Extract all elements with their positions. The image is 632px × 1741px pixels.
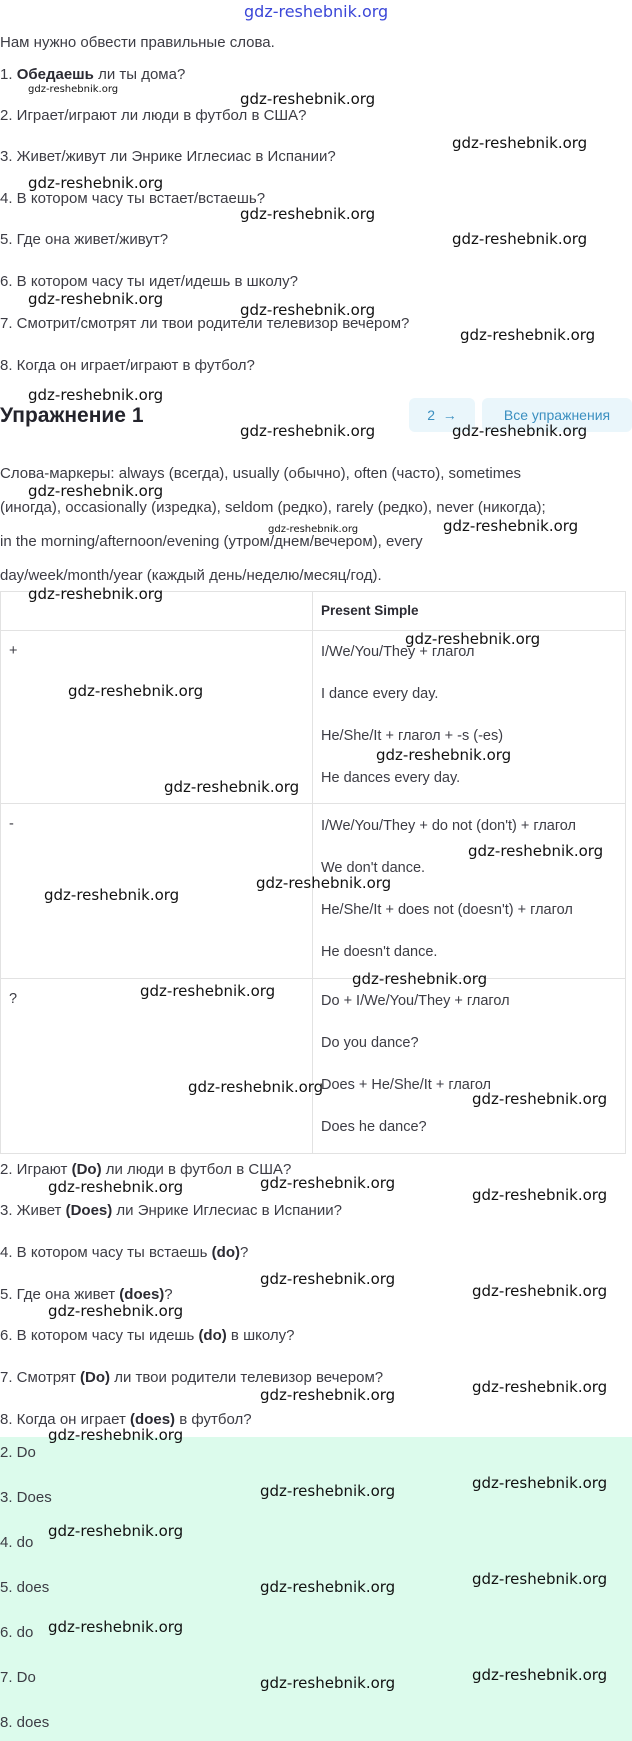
watermark: gdz-reshebnik.org (472, 1474, 608, 1492)
answer-line-2 (0, 1161, 291, 1179)
watermark: gdz-reshebnik.org (472, 1186, 608, 1204)
short-answer: 7. Do (0, 1669, 36, 1686)
watermark: gdz-reshebnik.org (240, 301, 376, 319)
answer-post: ? (164, 1286, 173, 1303)
watermark: gdz-reshebnik.org (405, 630, 541, 648)
task-rest: ли ты дома? (93, 66, 186, 83)
markers-line-4: day/week/month/year (каждый день/неделю/месяц/год). (0, 567, 382, 584)
short-answer: 5. does (0, 1579, 50, 1596)
watermark: gdz-reshebnik.org (28, 174, 164, 192)
watermark: gdz-reshebnik.org (240, 422, 376, 440)
watermark: gdz-reshebnik.org (28, 84, 119, 95)
answer-bold: (Does) (65, 1202, 113, 1219)
next-exercise-label: 2 (427, 407, 435, 423)
answer-post: в школу? (226, 1327, 295, 1344)
rule-line: He/She/It + глагол + -s (-es) (321, 728, 504, 744)
watermark: gdz-reshebnik.org (28, 386, 164, 404)
task-line-6: 6. В котором часу ты идет/идешь в школу? (0, 273, 298, 290)
short-answer: 6. do (0, 1624, 34, 1641)
watermark: gdz-reshebnik.org (472, 1090, 608, 1108)
answer-bold: (do) (198, 1327, 227, 1344)
arrow-right-icon: → (442, 407, 457, 423)
watermark: gdz-reshebnik.org (452, 230, 588, 248)
answer-pre: 4. В котором часу ты встаешь (0, 1244, 212, 1261)
watermark: gdz-reshebnik.org (256, 874, 392, 892)
sign-plus: + (9, 643, 18, 659)
watermark: gdz-reshebnik.org (240, 90, 376, 108)
site-header-link[interactable]: gdz-reshebnik.org (244, 2, 389, 21)
answer-pre: 5. Где она живет (0, 1286, 120, 1303)
task-num: 1. (0, 66, 13, 83)
task-line-7: 7. Смотрит/смотрят ли твои родители телевизор вечером? (0, 315, 410, 332)
watermark: gdz-reshebnik.org (28, 482, 164, 500)
present-simple-table (0, 591, 626, 1154)
short-answer: 4. do (0, 1534, 34, 1551)
answer-post: ? (239, 1244, 249, 1261)
sign-minus: - (9, 816, 14, 832)
watermark: gdz-reshebnik.org (460, 326, 596, 344)
markers-line-3: in the morning/afternoon/evening (утром/днем/вечером), every (0, 533, 423, 550)
answer-post: ли люди в футбол в США? (101, 1161, 292, 1178)
answer-line-4 (0, 1244, 248, 1262)
all-exercises-label: Все упражнения (503, 407, 611, 423)
watermark: gdz-reshebnik.org (260, 1578, 396, 1596)
watermark: gdz-reshebnik.org (188, 1078, 324, 1096)
watermark: gdz-reshebnik.org (260, 1674, 396, 1692)
example-line: I dance every day. (321, 686, 439, 702)
markers-line-1: Слова-маркеры: always (всегда), usually (обычно), often (часто), sometimes (0, 465, 522, 482)
task-line-8: 8. Когда он играет/играют в футбол? (0, 357, 255, 374)
example-line: He dances every day. (321, 770, 461, 786)
answer-line-3 (0, 1202, 342, 1220)
answer-pre: 3. Живет (0, 1202, 66, 1219)
watermark: gdz-reshebnik.org (260, 1270, 396, 1288)
answer-bold: (Do) (71, 1161, 102, 1178)
task-line-2: 2. Играет/играют ли люди в футбол в США? (0, 107, 307, 124)
answer-line-7 (0, 1369, 383, 1387)
watermark: gdz-reshebnik.org (164, 778, 300, 796)
example-line: He doesn't dance. (321, 944, 438, 960)
watermark: gdz-reshebnik.org (472, 1570, 608, 1588)
rule-line: He/She/It + does not (doesn't) + глагол (321, 902, 573, 918)
rule-line: Does + He/She/It + глагол (321, 1077, 492, 1093)
watermark: gdz-reshebnik.org (472, 1666, 608, 1684)
watermark: gdz-reshebnik.org (352, 970, 488, 988)
watermark: gdz-reshebnik.org (48, 1426, 184, 1444)
task-line-5: 5. Где она живет/живут? (0, 231, 169, 248)
rule-line: I/We/You/They + глагол (321, 644, 475, 660)
watermark: gdz-reshebnik.org (260, 1386, 396, 1404)
table-row-content (313, 979, 626, 1154)
sign-question: ? (9, 991, 18, 1007)
watermark: gdz-reshebnik.org (260, 1174, 396, 1192)
task-bold-word: Обедаешь (16, 66, 94, 83)
task-line-1 (0, 66, 185, 84)
example-line: We don't dance. (321, 860, 426, 876)
answer-pre: 8. Когда он играет (0, 1411, 131, 1428)
exercise-title: Упражнение 1 (0, 404, 144, 427)
example-line: Do you dance? (321, 1035, 419, 1051)
answer-pre: 7. Смотрят (0, 1369, 81, 1386)
watermark: gdz-reshebnik.org (468, 842, 604, 860)
answer-bold: (does) (119, 1286, 165, 1303)
answer-post: ли Энрике Иглесиас в Испании? (112, 1202, 342, 1219)
rule-line: Do + I/We/You/They + глагол (321, 993, 510, 1009)
intro-text: Нам нужно обвести правильные слова. (0, 34, 275, 51)
example-line: Does he dance? (321, 1119, 427, 1135)
watermark: gdz-reshebnik.org (443, 517, 579, 535)
watermark: gdz-reshebnik.org (28, 290, 164, 308)
watermark: gdz-reshebnik.org (140, 982, 276, 1000)
answer-pre: 2. Играют (0, 1161, 72, 1178)
answer-post: ли твои родители телевизор вечером? (110, 1369, 384, 1386)
watermark: gdz-reshebnik.org (28, 585, 164, 603)
watermark: gdz-reshebnik.org (44, 886, 180, 904)
watermark: gdz-reshebnik.org (472, 1378, 608, 1396)
task-line-4: 4. В котором часу ты встает/встаешь? (0, 190, 266, 207)
rule-line: I/We/You/They + do not (don't) + глагол (321, 818, 577, 834)
watermark: gdz-reshebnik.org (48, 1618, 184, 1636)
short-answer: 3. Does (0, 1489, 52, 1506)
markers-line-2: (иногда), occasionally (изредка), seldom (редко), rarely (редко), never (никогда); (0, 499, 546, 516)
table-header-cell (313, 592, 626, 631)
watermark: gdz-reshebnik.org (48, 1302, 184, 1320)
watermark: gdz-reshebnik.org (452, 134, 588, 152)
watermark: gdz-reshebnik.org (472, 1282, 608, 1300)
watermark: gdz-reshebnik.org (452, 422, 588, 440)
task-line-3: 3. Живет/живут ли Энрике Иглесиас в Испании? (0, 148, 336, 165)
short-answer: 2. Do (0, 1444, 36, 1461)
watermark: gdz-reshebnik.org (48, 1178, 184, 1196)
answer-line-6 (0, 1327, 294, 1345)
answer-pre: 6. В котором часу ты идешь (0, 1327, 199, 1344)
answer-bold: (does) (130, 1411, 176, 1428)
table-row-sign (1, 979, 313, 1154)
answer-post: в футбол? (175, 1411, 252, 1428)
answer-bold: (do) (211, 1244, 240, 1261)
watermark: gdz-reshebnik.org (68, 682, 204, 700)
watermark: gdz-reshebnik.org (240, 205, 376, 223)
watermark: gdz-reshebnik.org (48, 1522, 184, 1540)
watermark: gdz-reshebnik.org (376, 746, 512, 764)
short-answer: 8. does (0, 1714, 50, 1731)
answer-bold: (Do) (80, 1369, 111, 1386)
table-row-content (313, 631, 626, 804)
watermark: gdz-reshebnik.org (260, 1482, 396, 1500)
table-header-text: Present Simple (321, 603, 419, 618)
watermark: gdz-reshebnik.org (268, 524, 359, 535)
